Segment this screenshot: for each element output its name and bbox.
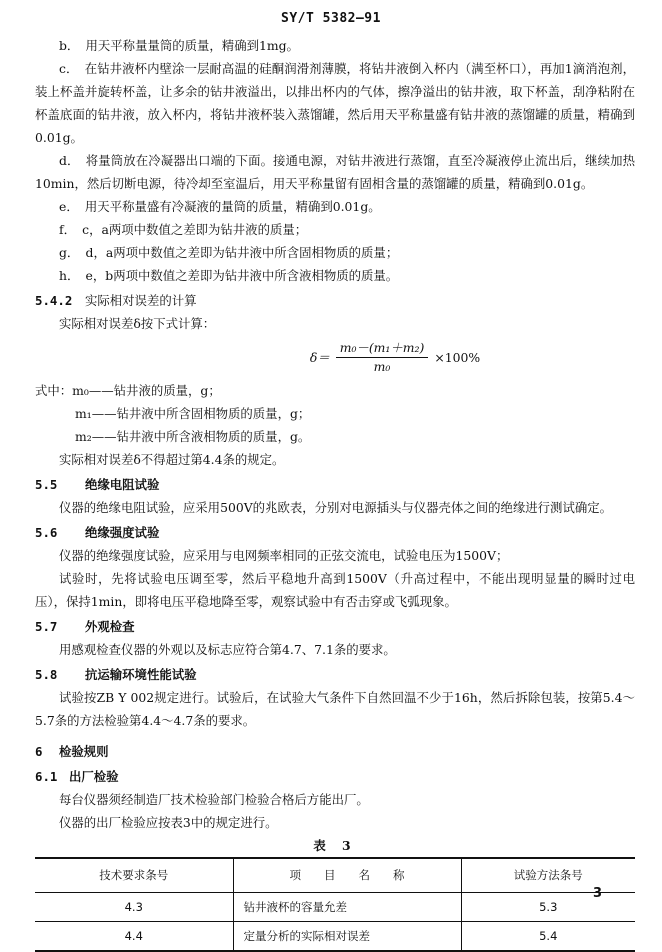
section-number: 5.7 (35, 619, 58, 634)
formula-intro: 实际相对误差δ按下式计算： (59, 316, 216, 331)
section-6-1-heading (35, 765, 635, 788)
section-title: 外观检查 (85, 619, 135, 634)
section-5-6-body-2: 试验时，先将试验电压调至零，然后平稳地升高到1500V（升高过程中，不能出现明显量的瞬时过电压），保持1min，即将电压平稳地降至零，观察试验中有否击穿或飞弧现象。 (35, 571, 635, 609)
formula-numerator: m₀－(m₁＋m₂) (336, 339, 429, 358)
definition-m1: m₁——钻井液中所含固相物质的质量，g； (75, 406, 311, 421)
inspection-table (35, 857, 635, 952)
document-header: SY/T 5382—91 (281, 11, 381, 26)
step-b: b． 用天平称量量筒的质量，精确到1mg。 (59, 38, 299, 53)
section-title: 检验规则 (59, 744, 109, 759)
section-5-8-heading (35, 663, 635, 686)
section-title: 实际相对误差的计算 (85, 293, 197, 308)
step-e: e． 用天平称量盛有冷凝液的量筒的质量，精确到0.01g。 (59, 199, 381, 214)
section-6-1-body-2: 仪器的出厂检验应按表3中的规定进行。 (59, 815, 278, 830)
table-header-cell: 技术要求条号 (35, 858, 233, 893)
section-number: 5.6 (35, 525, 58, 540)
section-number: 5.8 (35, 667, 58, 682)
section-5-7-heading (35, 615, 635, 638)
step-h: h． e，b两项中数值之差即为钻井液中所含液相物质的质量。 (59, 268, 399, 283)
section-title: 出厂检验 (69, 769, 119, 784)
section-title: 绝缘强度试验 (85, 525, 160, 540)
section-5-5-heading (35, 473, 635, 496)
step-d: d． 将量筒放在冷凝器出口端的下面。接通电源，对钻井液进行蒸馏，直至冷凝液停止流出后，继续加热10min，然后切断电源，待冷却至室温后，用天平称量留有固相含量的蒸馏罐的质量，精确到0.01g。 (35, 153, 635, 191)
page-number: 3 (592, 886, 602, 901)
section-5-6-heading (35, 521, 635, 544)
table-caption: 表 3 (313, 838, 357, 853)
table-cell: 5.3 (461, 893, 635, 922)
table-header-cell: 试验方法条号 (461, 858, 635, 893)
document-body (35, 34, 635, 952)
section-5-5-body: 仪器的绝缘电阻试验，应采用500V的兆欧表，分别对电源插头与仪器壳体之间的绝缘进行测试确定。 (59, 500, 613, 515)
table-cell: 4.3 (35, 893, 233, 922)
section-title: 绝缘电阻试验 (85, 477, 160, 492)
table-row (35, 922, 635, 952)
section-number: 6.1 (35, 769, 58, 784)
table-header-cell: 项 目 名 称 (233, 858, 461, 893)
table-cell: 5.4 (461, 922, 635, 952)
formula-lhs: δ＝ (309, 349, 330, 365)
table-cell: 钻井液杯的容量允差 (233, 893, 461, 922)
section-6-heading (35, 740, 635, 763)
section-6-1-body-1: 每台仪器须经制造厂技术检验部门检验合格后方能出厂。 (59, 792, 369, 807)
step-c: c． 在钻井液杯内壁涂一层耐高温的硅酮润滑剂薄膜，将钻井液倒入杯内（满至杯口），再加1滴消泡剂，装上杯盖并旋转杯盖，让多余的钻井液溢出，以排出杯内的气体，擦净溢出的钻井液，取下杯盖，刮净粘附在杯盖底面的钻井液，放入杯内，将钻井液杯装入蒸馏罐，然后用天平称量盛有钻井液的蒸馏罐的质量，精确到0.01g。 (35, 61, 635, 145)
table-header-row (35, 858, 635, 893)
section-5-4-2-heading (35, 289, 635, 312)
section-number: 6 (35, 744, 43, 759)
formula-note: 实际相对误差δ不得超过第4.4条的规定。 (59, 452, 285, 467)
table-row (35, 893, 635, 922)
section-title: 抗运输环境性能试验 (85, 667, 197, 682)
definition-m2: m₂——钻井液中所含液相物质的质量，g。 (75, 429, 311, 444)
error-formula (155, 337, 635, 377)
section-number: 5.4.2 (35, 293, 73, 308)
formula-fraction (336, 339, 429, 376)
section-5-7-body: 用感观检查仪器的外观以及标志应符合第4.7、7.1条的要求。 (59, 642, 396, 657)
section-number: 5.5 (35, 477, 58, 492)
table-cell: 定量分析的实际相对误差 (233, 922, 461, 952)
step-f: f． c，a两项中数值之差即为钻井液的质量； (59, 222, 308, 237)
table-cell: 4.4 (35, 922, 233, 952)
step-g: g． d，a两项中数值之差即为钻井液中所含固相物质的质量； (59, 245, 399, 260)
formula-suffix: ×100% (434, 349, 481, 365)
section-5-6-body-1: 仪器的绝缘强度试验，应采用与电网频率相同的正弦交流电，试验电压为1500V； (59, 548, 509, 563)
section-5-8-body: 试验按ZB Y 002规定进行。试验后，在试验大气条件下自然回温不少于16h，然后拆除包装，按第5.4～5.7条的方法检验第4.4～4.7条的要求。 (35, 690, 635, 728)
definition-m0: 式中：m₀——钻井液的质量，g； (35, 383, 221, 398)
formula-denominator: m₀ (373, 358, 391, 374)
